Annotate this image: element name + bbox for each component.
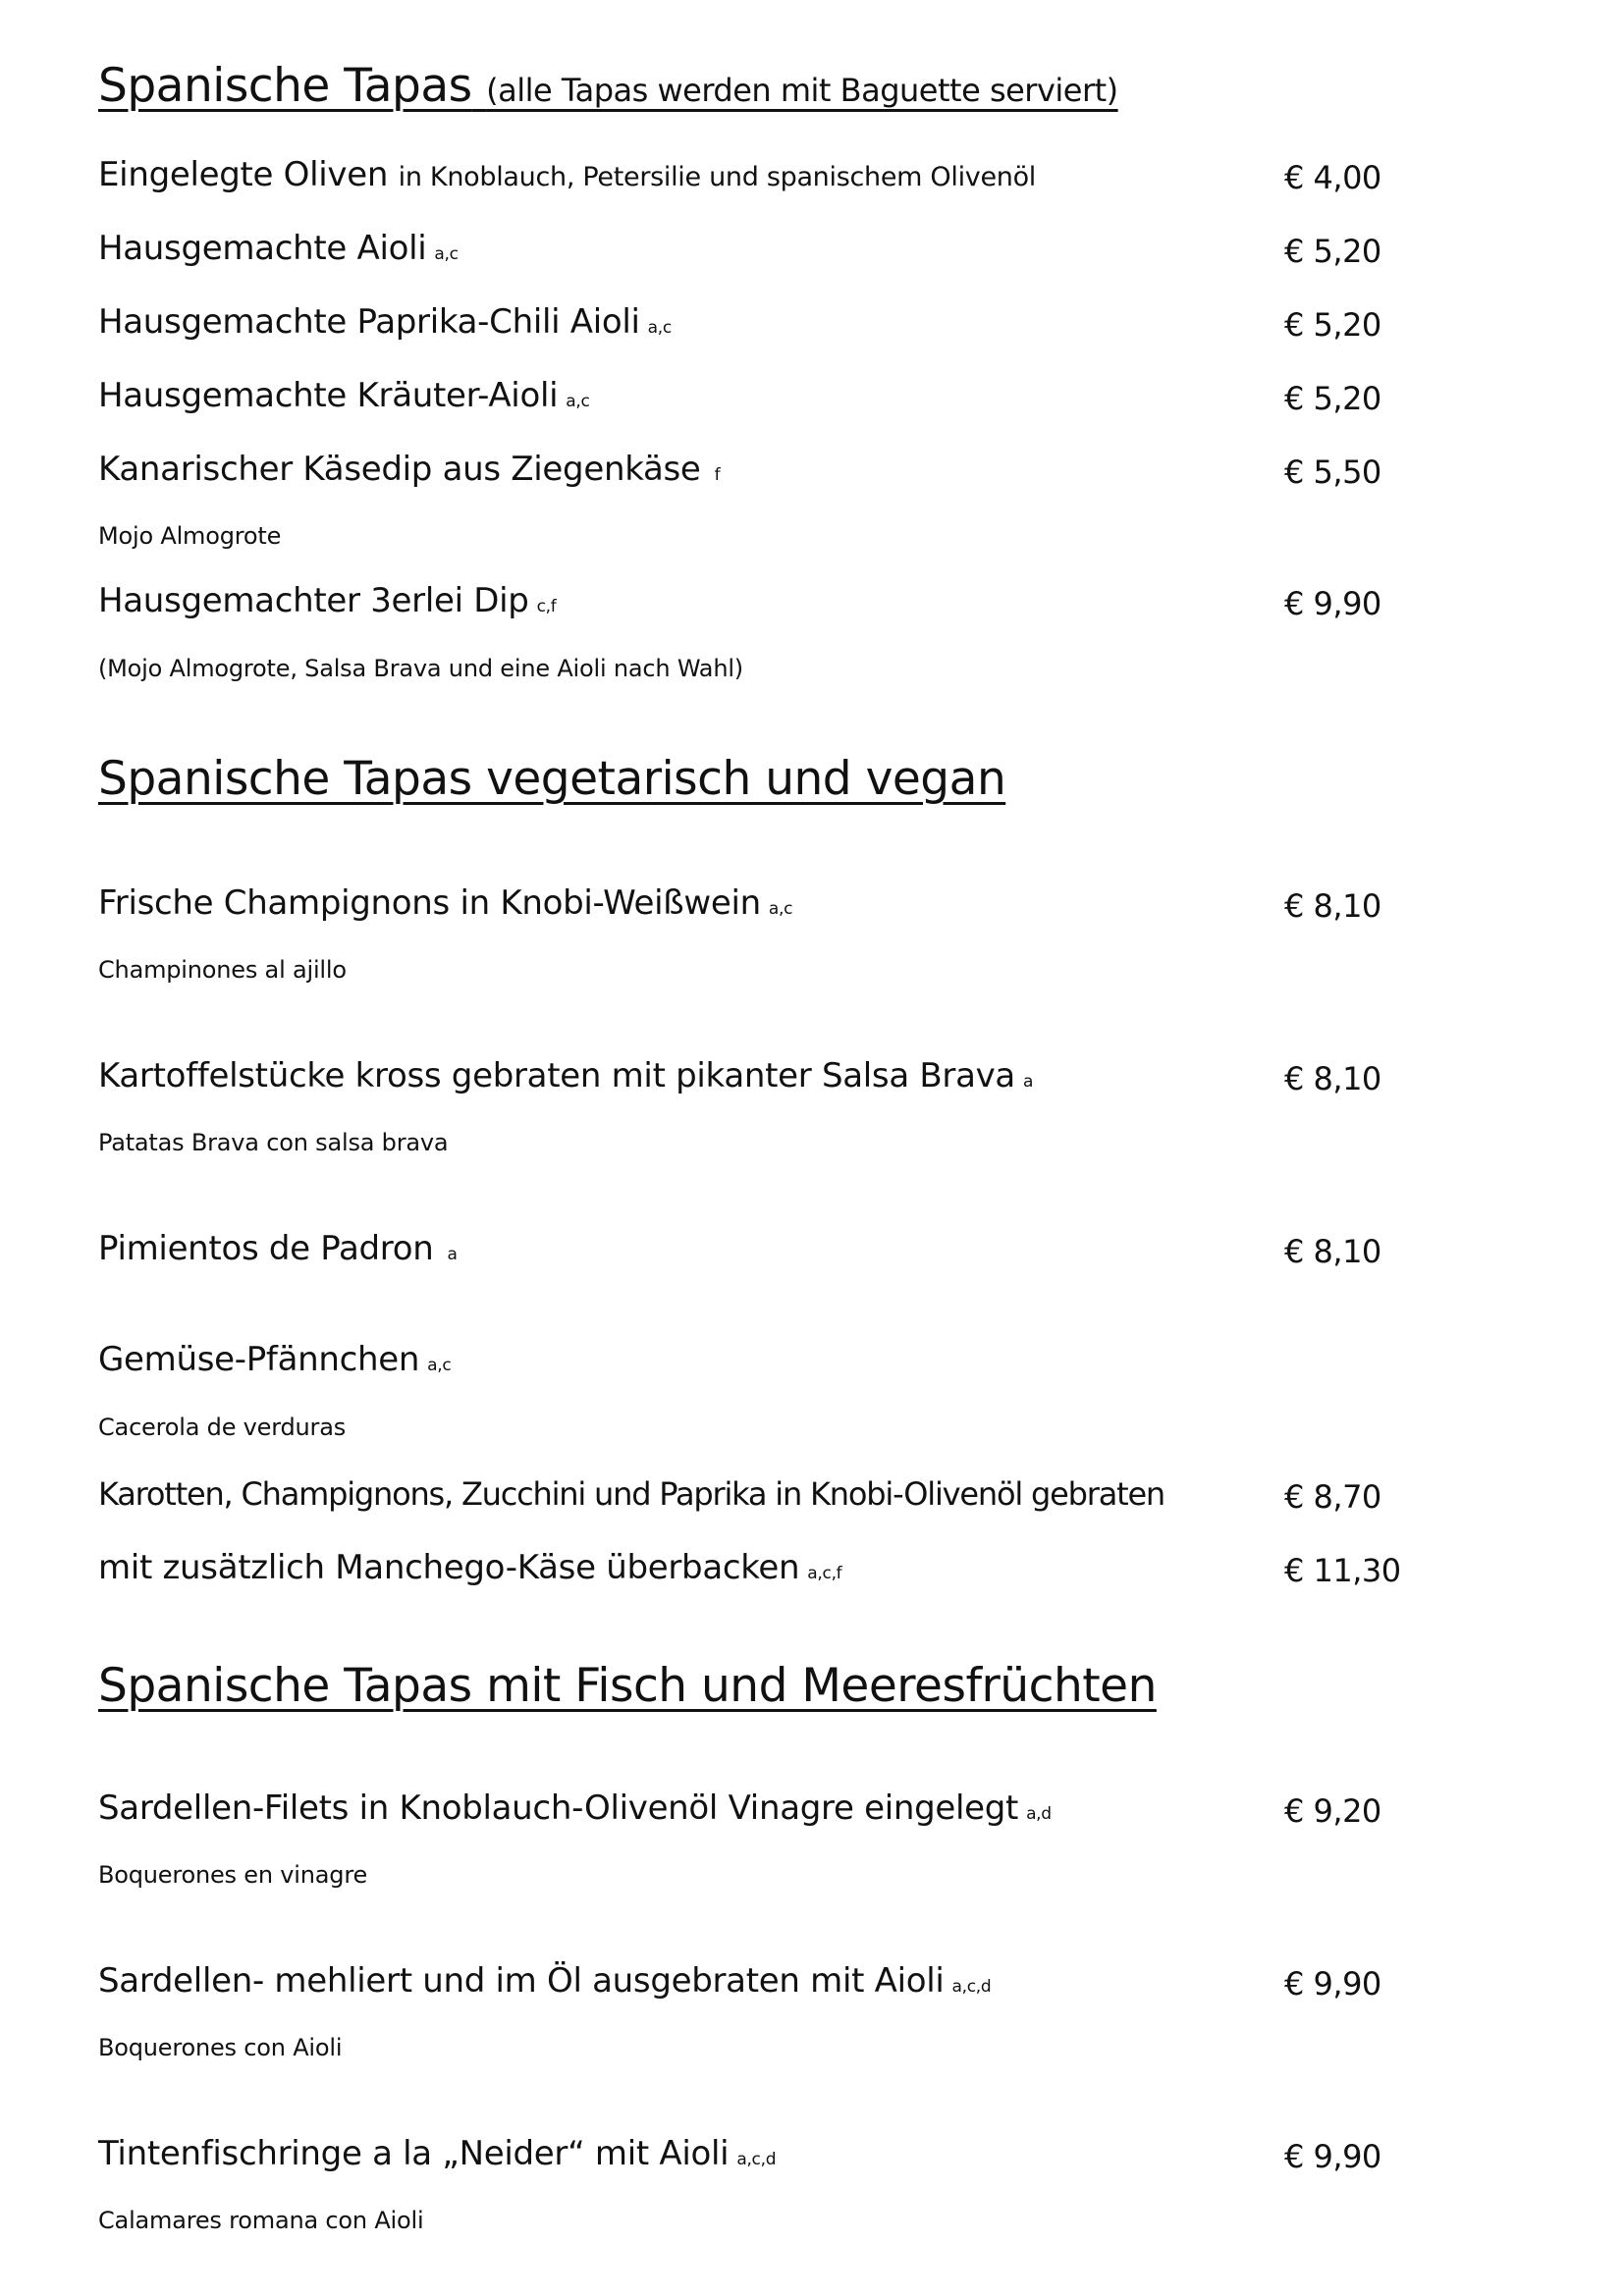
menu-item: [98, 2134, 776, 2173]
item-name: Hausgemachte Paprika-Chili Aioli: [98, 302, 640, 342]
item-price: € 8,10: [1284, 887, 1381, 925]
menu-item: [98, 883, 792, 923]
item-name: Pimientos de Padron: [98, 1229, 434, 1268]
section-heading-seafood: [98, 1659, 1157, 1713]
item-price: € 9,90: [1284, 1965, 1381, 2002]
item-subtitle: Calamares romana con Aioli: [98, 2207, 424, 2234]
section-title: Spanische Tapas vegetarisch und vegan: [98, 752, 1006, 806]
menu-item: [98, 1474, 1164, 1514]
item-price: € 9,20: [1284, 1792, 1381, 1830]
menu-item: [98, 450, 720, 489]
item-allergens: a,c,f: [807, 1564, 842, 1583]
item-price: € 8,10: [1284, 1060, 1381, 1097]
item-price: € 9,90: [1284, 585, 1381, 622]
item-price: € 11,30: [1284, 1552, 1401, 1589]
item-allergens: a,c: [768, 899, 793, 919]
menu-item: [98, 1229, 458, 1268]
menu-item: [98, 302, 672, 342]
item-allergens: a,c,d: [951, 1977, 992, 1997]
item-name: Hausgemachte Kräuter-Aioli: [98, 376, 559, 415]
item-allergens: c,f: [536, 597, 557, 616]
section-title: Spanische Tapas mit Fisch und Meeresfrüchten: [98, 1659, 1157, 1713]
item-name: Hausgemachter 3erlei Dip: [98, 581, 529, 620]
item-allergens: a,c: [434, 244, 459, 264]
item-name: Gemüse-Pfännchen: [98, 1340, 420, 1379]
item-price: € 9,90: [1284, 2138, 1381, 2175]
item-name: Sardellen- mehliert und im Öl ausgebraten mit Aioli: [98, 1961, 945, 2001]
item-name: Kartoffelstücke kross gebraten mit pikanter Salsa Brava: [98, 1056, 1015, 1095]
item-allergens: a,c: [566, 392, 590, 411]
section-title: Spanische Tapas: [98, 59, 472, 113]
item-name: Kanarischer Käsedip aus Ziegenkäse: [98, 450, 701, 489]
section-heading-vegetarian: [98, 752, 1005, 806]
item-price: € 5,20: [1284, 306, 1381, 344]
menu-item: [98, 1961, 991, 2001]
menu-item: [98, 1789, 1052, 1828]
item-price: € 4,00: [1284, 159, 1381, 196]
section-note: (alle Tapas werden mit Baguette serviert): [486, 72, 1118, 109]
menu-item: [98, 155, 1036, 194]
item-name: Hausgemachte Aioli: [98, 229, 427, 268]
item-subtitle: Mojo Almogrote: [98, 522, 282, 550]
item-name: Frische Champignons in Knobi-Weißwein: [98, 883, 761, 923]
item-name: Sardellen-Filets in Knoblauch-Olivenöl Vinagre eingelegt: [98, 1789, 1019, 1828]
item-allergens: a,d: [1026, 1804, 1052, 1824]
item-subtitle: Cacerola de verduras: [98, 1414, 347, 1441]
item-allergens: a,c,d: [736, 2150, 777, 2169]
menu-item: [98, 581, 556, 620]
item-allergens: a,c: [647, 318, 672, 338]
item-allergens: a: [447, 1245, 458, 1264]
item-price: € 8,70: [1284, 1478, 1381, 1516]
item-allergens: f: [714, 465, 721, 485]
item-name: Eingelegte Oliven: [98, 155, 389, 194]
item-subtitle: (Mojo Almogrote, Salsa Brava und eine Aioli nach Wahl): [98, 655, 743, 682]
menu-item: [98, 1548, 841, 1587]
item-name: Karotten, Champignons, Zucchini und Paprika in Knobi-Olivenöl gebraten: [98, 1475, 1165, 1513]
item-subtitle: Boquerones en vinagre: [98, 1861, 368, 1889]
item-allergens: a: [1022, 1072, 1034, 1092]
item-subtitle: Champinones al ajillo: [98, 956, 347, 984]
item-price: € 5,50: [1284, 454, 1381, 491]
item-name: mit zusätzlich Manchego-Käse überbacken: [98, 1548, 800, 1587]
item-price: € 5,20: [1284, 233, 1381, 270]
menu-item: [98, 376, 590, 415]
menu-item: [98, 1056, 1033, 1095]
section-heading-tapas: [98, 59, 1118, 113]
item-description: in Knoblauch, Petersilie und spanischem Olivenöl: [398, 162, 1036, 192]
item-subtitle: Boquerones con Aioli: [98, 2034, 343, 2061]
menu-item: [98, 1340, 451, 1379]
item-price: € 8,10: [1284, 1233, 1381, 1270]
menu-item: [98, 229, 459, 268]
item-allergens: a,c: [427, 1356, 452, 1375]
item-subtitle: Patatas Brava con salsa brava: [98, 1129, 449, 1156]
item-name: Tintenfischringe a la „Neider“ mit Aioli: [98, 2134, 730, 2173]
item-price: € 5,20: [1284, 380, 1381, 417]
